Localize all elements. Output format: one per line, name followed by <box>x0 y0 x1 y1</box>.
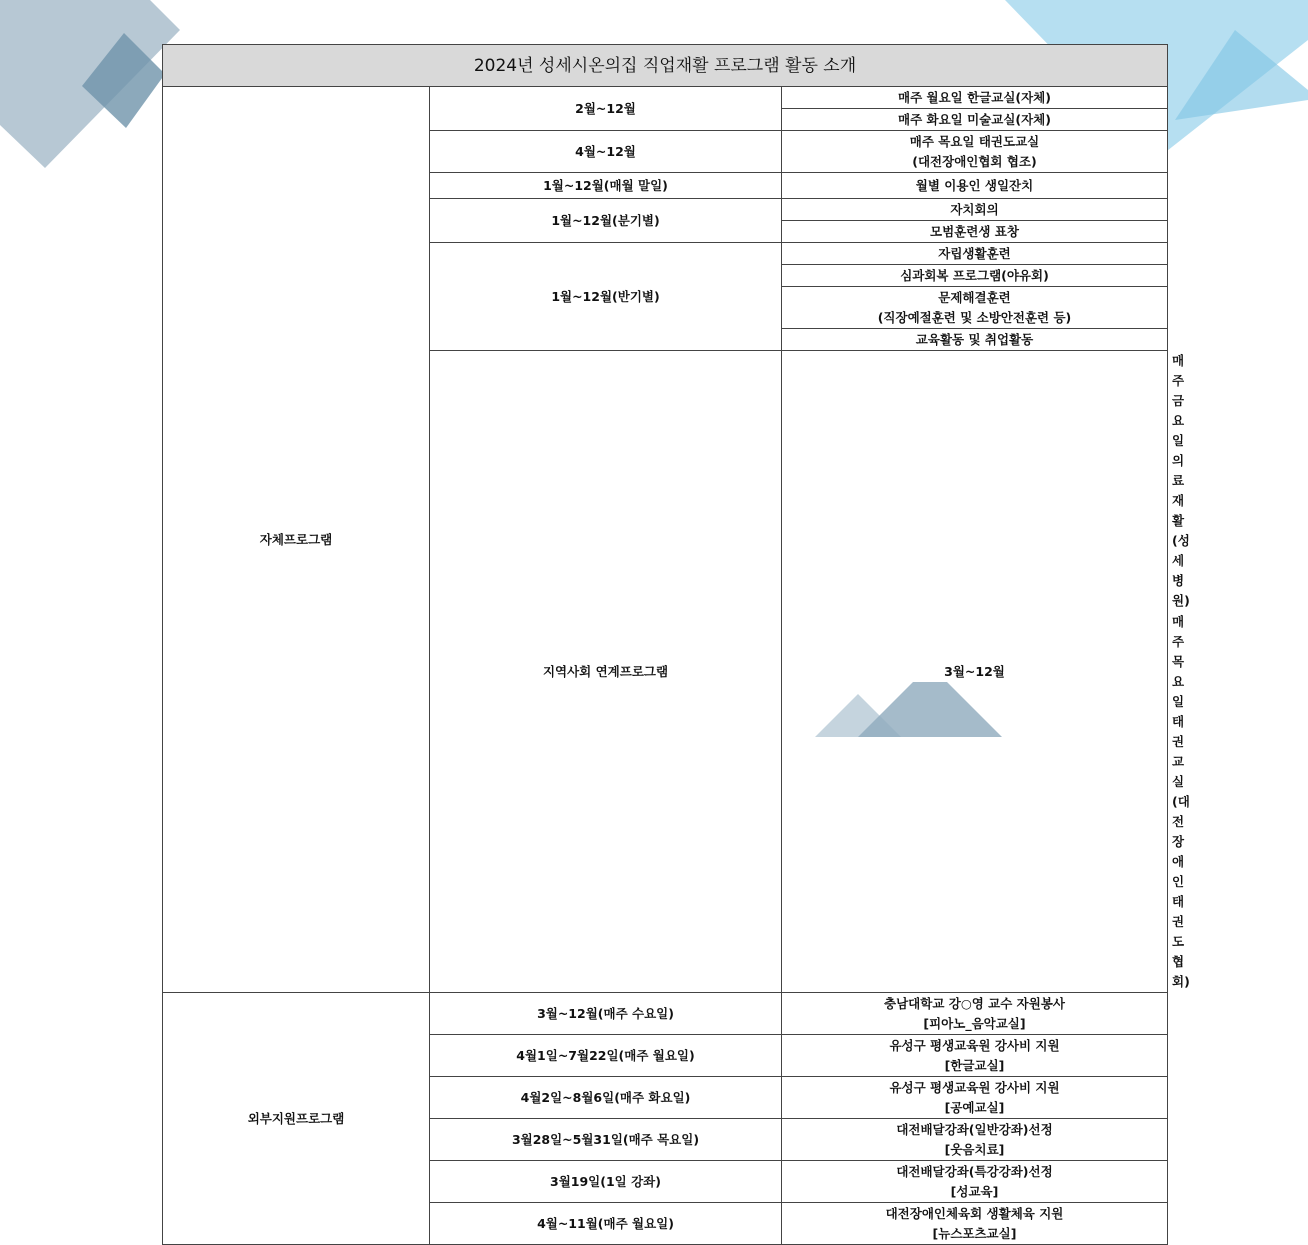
activity-cell: 매주 화요일 미술교실(자체) <box>782 109 1168 131</box>
table-title: 2024년 성세시온의집 직업재활 프로그램 활동 소개 <box>163 45 1168 87</box>
activity-line: 유성구 평생교육원 강사비 지원 <box>889 1037 1060 1053</box>
period-cell: 4월~12월 <box>430 131 782 173</box>
activity-line: 매주 목요일 태권도교실 <box>909 133 1040 149</box>
activity-line: 대전배달강좌(일반강좌)선정 <box>896 1121 1053 1137</box>
activity-line: 대전장애인체육회 생활체육 지원 <box>885 1205 1064 1221</box>
activity-cell <box>782 287 1168 329</box>
activity-cell <box>782 993 1168 1035</box>
activity-line: [피아노_음악교실] <box>923 1015 1026 1031</box>
activity-line: 충남대학교 강○영 교수 자원봉사 <box>884 995 1065 1011</box>
period-cell: 1월~12월(반기별) <box>430 243 782 351</box>
activity-cell: 심과회복 프로그램(야유회) <box>782 265 1168 287</box>
activity-line: 유성구 평생교육원 강사비 지원 <box>889 1079 1060 1095</box>
activity-line: [성교육] <box>950 1183 999 1199</box>
period-cell: 4월2일~8월6일(매주 화요일) <box>430 1077 782 1119</box>
activity-cell <box>782 1035 1168 1077</box>
table-row: 지역사회 연계프로그램 3월~12월 매주 금요일 의료재활 (성세병원) <box>163 351 1168 612</box>
activity-cell: 월별 이용인 생일잔치 <box>782 173 1168 199</box>
table-row: 매주 목요일 태권교실 (대전장애인태권도협회) <box>1172 614 1190 989</box>
activity-line: [한글교실] <box>944 1057 1005 1073</box>
table-row <box>163 993 1168 1035</box>
period-cell: 4월1일~7월22일(매주 월요일) <box>430 1035 782 1077</box>
activity-cell <box>782 1161 1168 1203</box>
activity-line: (대전장애인협회 협조) <box>912 153 1037 169</box>
activity-line: 문제해결훈련 <box>938 289 1011 305</box>
period-cell: 3월28일~5월31일(매주 목요일) <box>430 1119 782 1161</box>
activity-cell: 자치회의 <box>782 199 1168 221</box>
period-cell: 4월~11월(매주 월요일) <box>430 1203 782 1245</box>
period-cell: 1월~12월(매월 말일) <box>430 173 782 199</box>
activity-line: [뉴스포츠교실] <box>932 1225 1017 1241</box>
activity-cell: 모범훈련생 표창 <box>782 221 1168 243</box>
table-row <box>163 87 1168 109</box>
period-cell: 3월~12월(매주 수요일) <box>430 993 782 1035</box>
activity-cell: 매주 월요일 한글교실(자체) <box>782 87 1168 109</box>
activity-cell: 교육활동 및 취업활동 <box>782 329 1168 351</box>
activity-line: [웃음치료] <box>944 1141 1005 1157</box>
period-cell: 2월~12월 <box>430 87 782 131</box>
activity-cell <box>782 1119 1168 1161</box>
table-title-row <box>163 45 1168 87</box>
activity-cell <box>782 1077 1168 1119</box>
activity-line: (직장예절훈련 및 소방안전훈련 등) <box>877 309 1072 325</box>
activity-cell: 자립생활훈련 <box>782 243 1168 265</box>
activity-line: 대전배달강좌(특강강좌)선정 <box>896 1163 1053 1179</box>
period-cell: 3월19일(1일 강좌) <box>430 1161 782 1203</box>
category-cell: 외부지원프로그램 <box>163 993 430 1245</box>
category-cell: 자체프로그램 <box>163 87 430 993</box>
period-cell: 3월~12월 <box>782 351 1168 993</box>
period-cell: 1월~12월(분기별) <box>430 199 782 243</box>
program-table-container <box>162 44 1190 1241</box>
activity-cell <box>782 1203 1168 1245</box>
category-cell: 지역사회 연계프로그램 <box>430 351 782 993</box>
activity-cell <box>782 131 1168 173</box>
activity-line: [공예교실] <box>944 1099 1005 1115</box>
program-table <box>162 44 1190 1245</box>
